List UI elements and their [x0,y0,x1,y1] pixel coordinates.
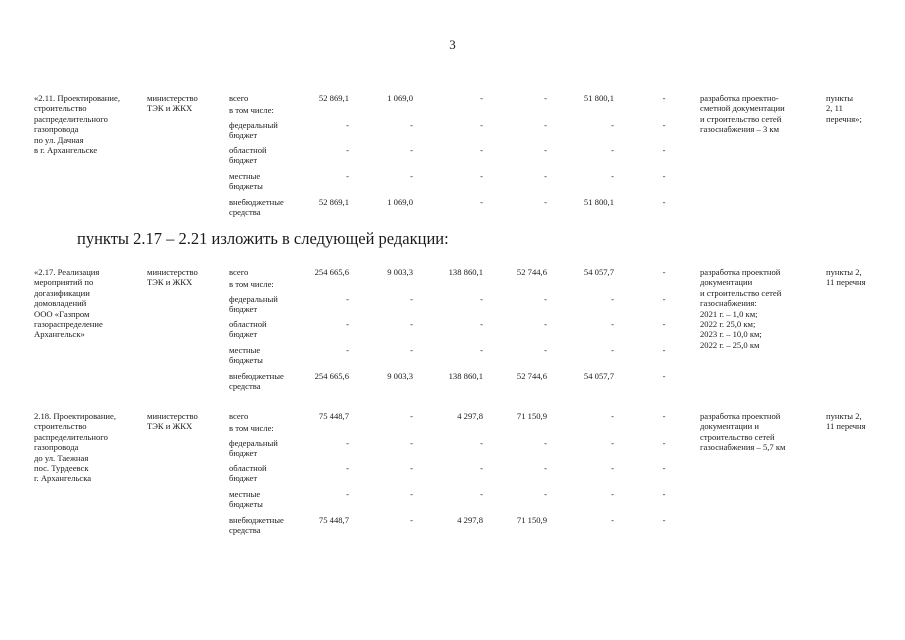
funding-value: 1 069,0 [387,93,413,103]
funding-source-label-line: местные [229,345,261,355]
funding-value: - [410,120,413,130]
event-name-line: мероприятий по [34,277,94,288]
funding-value: - [480,319,483,329]
indicator-points-line: 11 перечня [826,277,866,288]
funding-value: - [480,120,483,130]
event-name [34,411,116,484]
funding-value: 254 665,6 [314,371,349,381]
funding-source-label-line: федеральный [229,294,278,304]
funding-value: 52 869,1 [318,93,349,103]
funding-value: 54 057,7 [583,371,614,381]
event-name-line: газопровода [34,124,79,135]
funding-source-label [229,423,274,433]
funding-source-label-line: средства [229,207,261,218]
funding-value: - [346,294,349,304]
funding-value: - [410,411,413,421]
executor-line: ТЭК и ЖКХ [147,103,193,114]
expected-result-line: и строительство сетей [700,287,782,298]
funding-value: - [410,515,413,525]
funding-value: 4 297,8 [457,515,483,525]
funding-source-label-line: бюджеты [229,499,263,510]
funding-value: - [611,463,614,473]
funding-value: - [346,171,349,181]
expected-result-line: документации и [700,421,759,432]
funding-source-label [229,345,263,366]
funding-value: - [611,145,614,155]
funding-source-label-line: бюджеты [229,355,263,366]
funding-source-label-line: федеральный [229,438,278,448]
funding-source-label-line: в том числе: [229,279,274,289]
funding-value: - [662,267,666,277]
expected-result-line: газоснабжения: [700,298,757,309]
funding-source-label [229,267,248,277]
funding-source-label [229,279,274,289]
funding-value: - [346,489,349,499]
funding-value: - [346,463,349,473]
funding-source-label-line: в том числе: [229,423,274,433]
funding-value: - [611,489,614,499]
funding-source-label-line: внебюджетные [229,371,284,381]
funding-value: 52 744,6 [516,267,547,277]
funding-value: - [662,319,666,329]
funding-value: 51 800,1 [583,93,614,103]
event-name [34,267,103,340]
funding-value: - [611,411,614,421]
funding-value: - [544,489,547,499]
event-name-line: в г. Архангельске [34,145,98,156]
event-name-line: строительство [34,103,87,114]
expected-result-line: 2022 г. 25,0 км; [700,319,756,330]
funding-value: - [611,515,614,525]
funding-value: - [480,463,483,473]
funding-value: - [662,515,666,525]
event-name-line: Архангельск» [34,329,85,340]
funding-value: 71 150,9 [516,515,547,525]
event-name-line: догазификации [34,287,90,298]
indicator-points [826,411,866,432]
event-name-line: газопровода [34,442,79,453]
funding-source-label-line: всего [229,267,249,277]
funding-source-label [229,319,267,340]
event-name-line: «2.17. Реализация [34,267,100,277]
funding-value: 1 069,0 [387,197,413,207]
expected-result [700,267,781,350]
funding-source-label-line: бюджет [229,304,258,315]
funding-value: 75 448,7 [318,515,349,525]
funding-value: - [410,345,413,355]
funding-value: - [410,438,413,448]
expected-result-line: газоснабжения – 5,7 км [700,442,786,453]
funding-source-label-line: местные [229,171,261,181]
funding-value: - [480,489,483,499]
indicator-points-line: перечня»; [826,113,862,124]
funding-value: - [544,171,547,181]
indicator-points-line: пункты 2, [826,411,862,421]
funding-value: 9 003,3 [387,371,413,381]
expected-result-line: и строительство сетей [700,113,782,124]
indicator-points-line: пункты 2, [826,267,862,277]
funding-value: - [544,294,547,304]
event-name-line: распределительного [34,113,108,124]
expected-result-line: 2022 г. – 25,0 км [700,339,760,350]
executor-line: министерство [147,267,198,277]
event-name-line: г. Архангельска [34,473,92,484]
funding-value: - [662,171,666,181]
funding-value: - [346,145,349,155]
executor [147,93,198,114]
funding-source-label-line: средства [229,525,261,536]
expected-result [700,93,785,135]
funding-value: 9 003,3 [387,267,413,277]
funding-value: 138 860,1 [448,371,483,381]
funding-source-label-line: областной [229,145,267,155]
funding-source-label-line: всего [229,411,249,421]
expected-result-line: 2021 г. – 1,0 км; [700,308,758,319]
funding-source-label [229,93,248,103]
executor-line: министерство [147,411,198,421]
indicator-points-line: 2, 11 [826,103,843,114]
funding-source-label [229,145,267,166]
funding-value: - [410,294,413,304]
funding-source-label-line: областной [229,319,267,329]
executor-line: министерство [147,93,198,103]
event-name [34,93,120,155]
page-number: 3 [449,37,456,52]
indicator-points-line: 11 перечня [826,421,866,432]
funding-value: - [544,438,547,448]
funding-value: - [480,345,483,355]
funding-value: - [611,120,614,130]
funding-value: 51 800,1 [583,197,614,207]
expected-result-line: газоснабжения – 3 км [700,124,780,135]
executor-line: ТЭК и ЖКХ [147,277,193,288]
funding-value: - [544,345,547,355]
funding-value: - [480,197,483,207]
event-name-line: 2.18. Проектирование, [34,411,116,421]
funding-source-label-line: бюджет [229,155,258,166]
funding-value: - [480,145,483,155]
funding-source-label-line: бюджет [229,329,258,340]
funding-source-label [229,171,263,192]
funding-value: - [662,345,666,355]
funding-source-label-line: областной [229,463,267,473]
funding-value: - [480,93,483,103]
funding-value: - [662,463,666,473]
funding-value: 54 057,7 [583,267,614,277]
executor [147,267,198,288]
funding-source-label [229,105,274,115]
event-name-line: пос. Турдеевск [34,463,89,474]
event-name-line: распределительного [34,431,108,442]
funding-value: - [410,463,413,473]
amendment-instruction: пункты 2.17 – 2.21 изложить в следующей редакции: [77,229,449,248]
expected-result-line: разработка проектной [700,411,781,421]
funding-value: - [611,345,614,355]
funding-value: - [662,120,666,130]
funding-value: - [346,319,349,329]
funding-value: 52 869,1 [318,197,349,207]
funding-source-label-line: бюджет [229,130,258,141]
funding-value: - [611,294,614,304]
funding-value: - [346,345,349,355]
funding-value: - [410,319,413,329]
expected-result-line: 2023 г. – 10,0 км; [700,329,762,340]
funding-source-label-line: средства [229,381,261,392]
funding-value: 75 448,7 [318,411,349,421]
funding-value: - [480,171,483,181]
funding-value: - [544,93,547,103]
funding-value: 4 297,8 [457,411,483,421]
funding-value: - [662,294,666,304]
funding-value: 254 665,6 [314,267,349,277]
event-name-line: до ул. Таежная [34,452,89,463]
funding-source-label [229,411,248,421]
funding-source-label-line: всего [229,93,249,103]
funding-value: - [662,438,666,448]
event-name-line: ООО «Газпром [34,308,90,319]
funding-value: - [662,93,666,103]
funding-value: - [410,145,413,155]
expected-result-line: сметной документации [700,103,785,114]
funding-value: - [611,171,614,181]
indicator-points [826,93,862,124]
funding-value: - [544,145,547,155]
funding-source-label-line: бюджет [229,448,258,459]
event-name-line: газораспределение [34,319,103,330]
funding-value: - [544,197,547,207]
indicator-points [826,267,866,288]
event-name-line: «2.11. Проектирование, [34,93,120,103]
funding-source-label-line: бюджет [229,473,258,484]
funding-value: - [346,438,349,448]
funding-value: - [480,294,483,304]
funding-value: - [410,489,413,499]
funding-value: - [544,120,547,130]
funding-source-label-line: в том числе: [229,105,274,115]
event-name-line: строительство [34,421,87,432]
funding-value: 138 860,1 [448,267,483,277]
funding-value: - [662,145,666,155]
funding-value: - [480,438,483,448]
funding-source-label-line: бюджеты [229,181,263,192]
funding-value: 71 150,9 [516,411,547,421]
funding-value: - [611,438,614,448]
executor [147,411,198,432]
expected-result [700,411,785,453]
funding-source-label-line: местные [229,489,261,499]
executor-line: ТЭК и ЖКХ [147,421,193,432]
funding-source-label [229,489,263,510]
funding-value: - [544,319,547,329]
event-name-line: домовладений [34,298,87,309]
funding-source-label-line: внебюджетные [229,515,284,525]
funding-value: 52 744,6 [516,371,547,381]
funding-source-label [229,463,267,484]
funding-value: - [662,411,666,421]
event-name-line: по ул. Дачная [34,134,84,145]
funding-value: - [410,171,413,181]
funding-value: - [611,319,614,329]
funding-value: - [662,371,666,381]
expected-result-line: документации [700,277,753,288]
funding-source-label-line: внебюджетные [229,197,284,207]
funding-value: - [662,489,666,499]
expected-result-line: строительство сетей [700,431,775,442]
funding-value: - [662,197,666,207]
funding-source-label-line: федеральный [229,120,278,130]
expected-result-line: разработка проектной [700,267,781,277]
funding-value: - [346,120,349,130]
indicator-points-line: пункты [826,93,854,103]
expected-result-line: разработка проектно- [700,93,779,103]
funding-value: - [544,463,547,473]
